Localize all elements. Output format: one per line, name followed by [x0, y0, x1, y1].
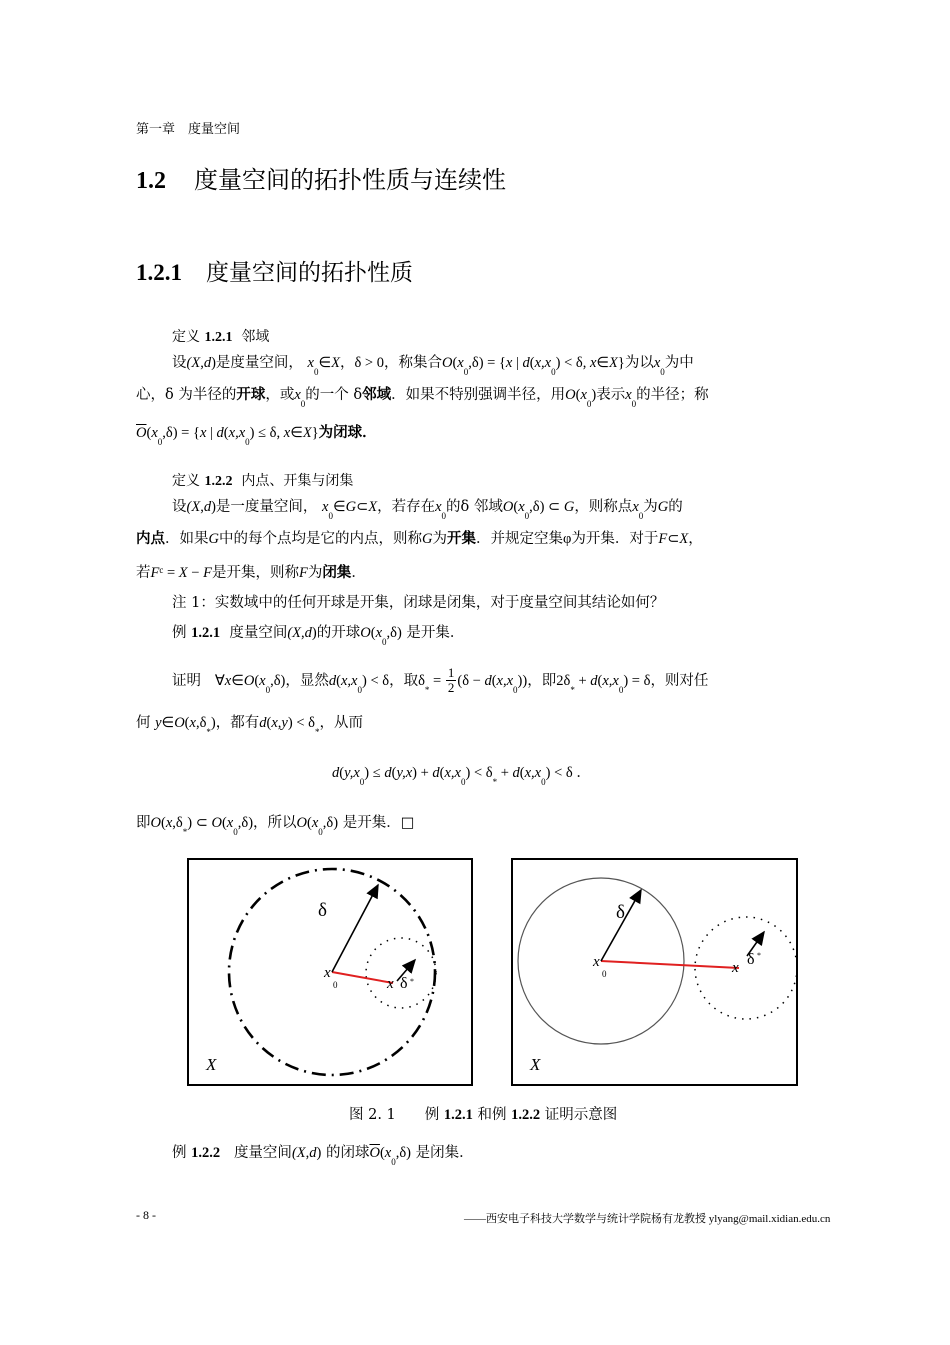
- right-small-ball: [695, 917, 796, 1019]
- figure-left-svg: [189, 860, 471, 1084]
- definition-name: 内点、开集与闭集: [241, 473, 354, 489]
- definition-number: 1.2.1: [204, 330, 233, 345]
- definition-2-line-1: 设(X,d)是一度量空间， $x_0\in G\subset X$，若存在$x_0$的δ 邻域$O(x_0,\delta)$ ⊂ G，则称点$x_0$为G的: [172, 499, 683, 521]
- left-radius-arrow: [332, 885, 378, 972]
- left-space-label: X: [206, 1055, 217, 1074]
- right-delta-label: δ: [616, 902, 625, 923]
- definition-1-heading: [172, 326, 269, 346]
- left-dstar-label: δ: [400, 975, 408, 992]
- footer-credit: ——西安电子科技大学数学与统计学院杨有龙教授 ylyang@mail.xidian.edu.cn: [464, 1213, 831, 1225]
- section-number: 1.2: [136, 168, 166, 194]
- example-2-statement: 例 1.2.2 度量空间(X,d) 的闭球$\overline{O}(x_0,\delta)$ 是闭集．: [172, 1145, 474, 1167]
- proof-line-2: 何 $y\in O(x,\delta_*)$，都有$d(x,y) < \delta_*$，从而: [136, 715, 363, 737]
- svg-text:*: *: [757, 951, 761, 960]
- right-x-label: x: [732, 960, 739, 976]
- left-small-ball: [366, 938, 436, 1008]
- subsection-title: [136, 254, 413, 287]
- note-1: 注 1：实数域中的任何开球是开集，闭球是闭集，对于度量空间其结论如何？: [172, 595, 665, 611]
- right-distance-line: [601, 961, 739, 968]
- proof-label: 证明: [172, 672, 201, 689]
- definition-1-line-1: 设(X,d)是度量空间， $x_0\in X$，δ > 0，称集合$O(x_0,\delta) = \{x$ | $d(x,x_0) < \delta$, x∈X}为以$x_0$为中: [172, 355, 694, 377]
- proof-inequality: $d(y,x_0) \le d(y,x) + d(x,x_0) < \delta_* + d(x,x_0) < \delta$ ．: [332, 765, 591, 787]
- definition-2-heading: [172, 470, 353, 490]
- figure-right-panel: [511, 858, 798, 1086]
- example-1-statement: 例 1.2.1 度量空间(X,d)的开球$O(x_0,\delta)$ 是开集．: [172, 625, 465, 647]
- figure-caption: 图 2. 1 例 1.2.1 和例 1.2.2 证明示意图: [349, 1107, 618, 1123]
- definition-label: 定义: [172, 329, 200, 345]
- qed-box: □: [400, 815, 415, 831]
- svg-text:0: 0: [333, 980, 338, 990]
- left-distance-line: [332, 972, 393, 983]
- proof-conclusion: 即$O(x,\delta_*)$ ⊂ $O(x_0,\delta)$，所以$O(x_0,\delta)$ 是开集．□: [136, 815, 415, 837]
- proof-line-1: 证明 $\forall x\in O(x_0,\delta)$，显然$d(x,x_0) < \delta$，取$\delta_*$ = $\frac{1}{2}$ $(\delta - d(x,x_0))$，即$2\delta_* + d(x,x_0) = \delta$，则对任: [172, 665, 709, 696]
- figure-right-svg: [513, 860, 796, 1084]
- section-title: [136, 160, 506, 195]
- left-delta-label: δ: [318, 900, 327, 921]
- definition-name: 邻域: [241, 329, 270, 345]
- right-space-label: X: [530, 1055, 541, 1074]
- subsection-number: 1.2.1: [136, 260, 182, 285]
- definition-2-line-3: 若$F^c = X - F$是开集，则称F为闭集．: [136, 565, 366, 581]
- definition-label: 定义: [172, 473, 200, 489]
- definition-1-line-3: $\overline{O}(x_0,\delta) = \{x$ | $d(x,x_0) \le \delta$, x∈X}为闭球．: [136, 425, 377, 447]
- definition-1-line-2: 心，δ 为半径的开球，或$x_0$的一个 δ邻域．如果不特别强调半径，用$O(x_0)$表示$x_0$的半径；称: [136, 387, 709, 409]
- definition-number: 1.2.2: [204, 474, 233, 489]
- definition-2-line-2: 内点．如果G中的每个点均是它的内点，则称G为开集．并规定空集φ为开集．对于F⊂X，: [136, 531, 703, 547]
- running-head: 第一章 度量空间: [136, 122, 241, 137]
- figure-left-panel: [187, 858, 473, 1086]
- left-x0-label: x: [324, 965, 331, 981]
- right-x0-label: x: [593, 954, 600, 970]
- section-title-text: 度量空间的拓扑性质与连续性: [194, 166, 506, 194]
- right-radius-arrow: [601, 890, 641, 961]
- svg-text:0: 0: [602, 969, 607, 979]
- svg-text:*: *: [410, 977, 414, 986]
- left-x-label: x: [387, 976, 394, 992]
- right-dstar-label: δ: [747, 951, 755, 968]
- subsection-title-text: 度量空间的拓扑性质: [206, 260, 413, 286]
- page-number: - 8 -: [136, 1208, 156, 1222]
